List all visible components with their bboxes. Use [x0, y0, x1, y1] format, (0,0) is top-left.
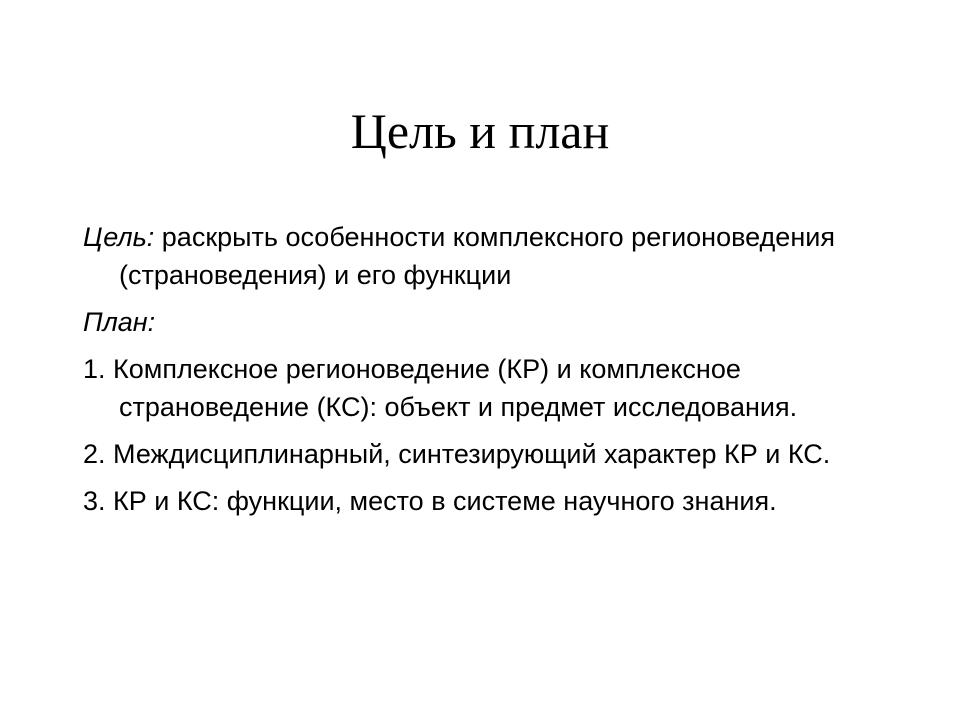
slide-body: [83, 218, 903, 529]
plan-paragraph: [83, 303, 903, 341]
goal-paragraph: [83, 218, 903, 294]
plan-item-2: 2. Междисциплинарный, синтезирующий характер КР и КС.: [83, 439, 831, 469]
plan-label: План:: [83, 307, 156, 337]
goal-label: Цель:: [83, 222, 155, 252]
slide-title: Цель и план: [350, 103, 610, 159]
plan-item-3: 3. КР и КС: функции, место в системе научного знания.: [83, 486, 777, 516]
plan-item-1: 1. Комплексное регионоведение (КР) и комплексное страноведение (КС): объект и предмет исследования.: [83, 354, 798, 422]
goal-text: раскрыть особенности комплексного регионоведения (страноведения) и его функции: [119, 222, 835, 290]
